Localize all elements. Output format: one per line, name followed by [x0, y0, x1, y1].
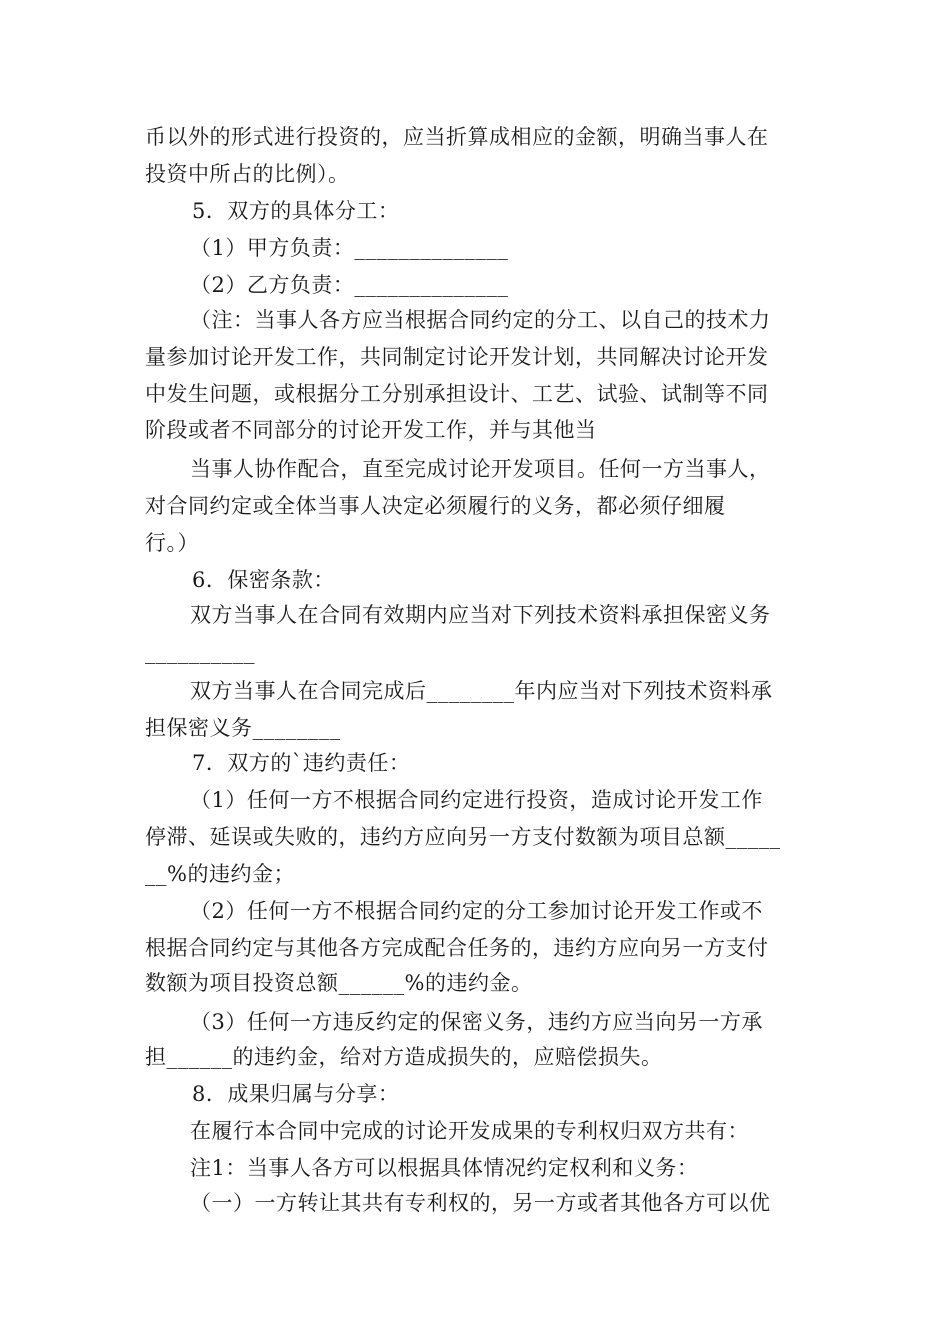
text-line: 双方当事人在合同完成后________年内应当对下列技术资料承 — [190, 679, 773, 703]
text-line: 当事人协作配合，直至完成讨论开发项目。任何一方当事人， — [190, 457, 771, 481]
text-line: （2）任何一方不根据合同约定的分工参加讨论开发工作或不 — [190, 899, 763, 923]
section-heading: 7．双方的`违约责任： — [192, 751, 411, 775]
text-line: 在履行本合同中完成的讨论开发成果的专利权归双方共有： — [190, 1119, 749, 1143]
text-line: 行。） — [145, 531, 199, 555]
text-line: __________ — [145, 640, 255, 664]
text-line: 担______的违约金，给对方造成损失的，应赔偿损失。 — [145, 1045, 663, 1069]
text-line: 注1：当事人各方可以根据具体情况约定权利和义务： — [190, 1156, 699, 1180]
text-line: （注：当事人各方应当根据合同约定的分工、以自己的技术力 — [190, 308, 771, 332]
text-line: 对合同约定或全体当事人决定必须履行的义务，都必须仔细履 — [145, 494, 726, 518]
text-line: （1）甲方负责：______________ — [190, 236, 509, 260]
text-line: 担保密义务________ — [145, 716, 341, 740]
text-line: 根据合同约定与其他各方完成配合任务的，违约方应向另一方支付 — [145, 936, 769, 960]
text-line: 双方当事人在合同有效期内应当对下列技术资料承担保密义务 — [190, 603, 771, 627]
text-line: __%的违约金； — [145, 862, 295, 886]
text-line: 中发生问题，或根据分工分别承担设计、工艺、试验、试制等不同 — [145, 382, 769, 406]
text-line: （3）任何一方违反约定的保密义务，违约方应当向另一方承 — [190, 1010, 763, 1034]
text-line: 投资中所占的比例）。 — [145, 162, 350, 186]
text-line: （2）乙方负责：______________ — [190, 273, 509, 297]
text-line: 停滞、延误或失败的，违约方应向另一方支付数额为项目总额_____ — [145, 825, 781, 849]
section-heading: 5．双方的具体分工： — [192, 199, 400, 223]
text-line: 阶段或者不同部分的讨论开发工作，并与其他当 — [145, 418, 597, 442]
section-heading: 8．成果归属与分享： — [192, 1082, 400, 1106]
text-line: （一）一方转让其共有专利权的，另一方或者其他各方可以优 — [190, 1191, 771, 1215]
section-heading: 6．保密条款： — [192, 568, 335, 592]
text-line: 数额为项目投资总额______%的违约金。 — [145, 971, 533, 995]
text-line: （1）任何一方不根据合同约定进行投资，造成讨论开发工作 — [190, 788, 763, 812]
text-line: 币以外的形式进行投资的，应当折算成相应的金额，明确当事人在 — [145, 125, 769, 149]
text-line: 量参加讨论开发工作，共同制定讨论开发计划，共同解决讨论开发 — [145, 345, 769, 369]
